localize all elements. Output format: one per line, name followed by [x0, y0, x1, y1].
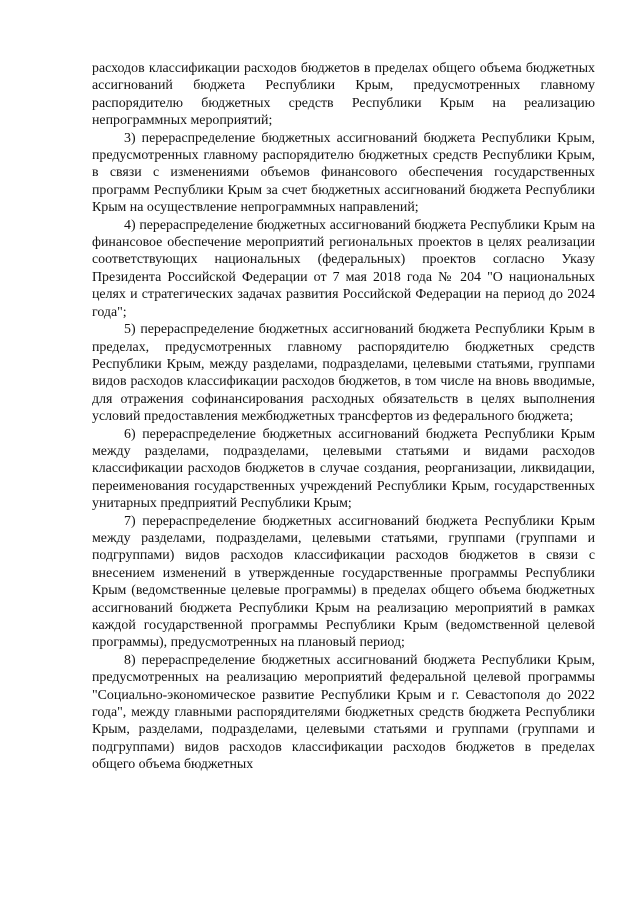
document-body	[92, 60, 595, 774]
paragraph-item-5: 5) перераспределение бюджетных ассигнований бюджета Республики Крым в пределах, предусмотренных главному распорядителю бюджетных средств Республики Крым, между разделами, подразделами, целевыми статьями, группами видов расходов классификации расходов бюджетов, в том числе на вновь вводимые, для отражения софинансирования расходных обязательств в целях выполнения условий предоставления межбюджетных трансфертов из федерального бюджета;	[92, 322, 595, 425]
paragraph-item-6: 6) перераспределение бюджетных ассигнований бюджета Республики Крым между разделами, подразделами, целевыми статьями и видами расходов классификации расходов бюджетов в случае создания, реорганизации, ликвидации, переименования государственных учреждений Республики Крым, государственных унитарных предприятий Республики Крым;	[92, 426, 595, 512]
paragraph-item-8: 8) перераспределение бюджетных ассигнований бюджета Республики Крым, предусмотренных на реализацию мероприятий федеральной целевой программы "Социально-экономическое развитие Республики Крым и г. Севастополя до 2022 года", между главными распорядителями бюджетных средств бюджета Республики Крым, разделами, подразделами, целевыми статьями и группами (группами и подгруппами) видов расходов классификации расходов бюджетов в пределах общего объема бюджетных	[92, 652, 595, 773]
paragraph-item-4: 4) перераспределение бюджетных ассигнований бюджета Республики Крым на финансовое обеспечение мероприятий региональных проектов в целях реализации соответствующих национальных (федеральных) проектов согласно Указу Президента Российской Федерации от 7 мая 2018 года № 204 "О национальных целях и стратегических задачах развития Российской Федерации на период до 2024 года";	[92, 217, 595, 320]
paragraph-item-7: 7) перераспределение бюджетных ассигнований бюджета Республики Крым между разделами, подразделами, целевыми статьями, группами (группами и подгруппами) видов расходов классификации расходов бюджетов в связи с внесением изменений в утвержденные государственные программы Республики Крым (ведомственные целевые программы) в пределах общего объема бюджетных ассигнований бюджета Республики Крым на реализацию мероприятий в рамках каждой государственной программы Республики Крым (ведомственной целевой программы), предусмотренных на плановый период;	[92, 513, 595, 651]
paragraph-item-3: 3) перераспределение бюджетных ассигнований бюджета Республики Крым, предусмотренных главному распорядителю бюджетных средств Республики Крым, в связи с изменениями объемов финансового обеспечения государственных программ Республики Крым за счет бюджетных ассигнований бюджета Республики Крым на осуществление непрограммных направлений;	[92, 130, 595, 216]
paragraph-continuation: расходов классификации расходов бюджетов в пределах общего объема бюджетных ассигнований бюджета Республики Крым, предусмотренных главному распорядителю бюджетных средств Республики Крым на реализацию непрограммных мероприятий;	[92, 61, 595, 129]
